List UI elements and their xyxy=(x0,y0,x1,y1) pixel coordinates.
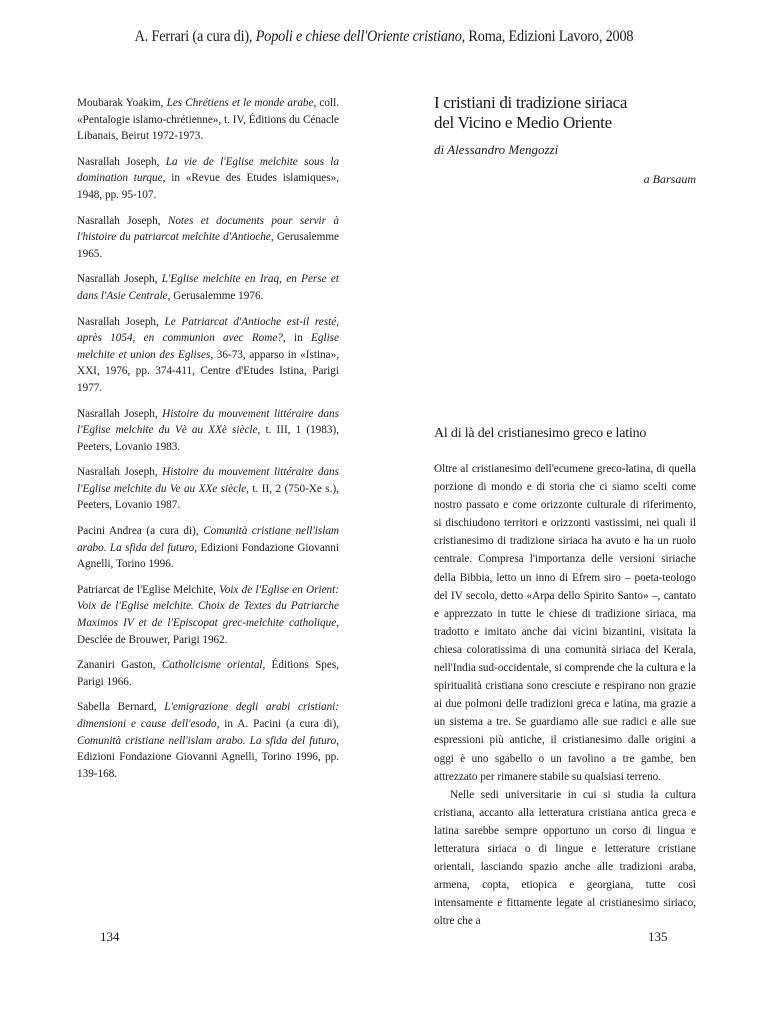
header-publisher: , Roma, Edizioni Lavoro, 2008 xyxy=(461,28,634,45)
chapter-dedication: a Barsaum xyxy=(643,172,696,186)
chapter-opening xyxy=(434,93,696,187)
reference-item: Pacini Andrea (a cura di), Comunità cristiane nell'islam arabo. La sfida del futuro, Edizioni Fondazione Giovanni Agnelli, Torino 1996. xyxy=(77,525,340,571)
reference-item: Nasrallah Joseph, Histoire du mouvement littéraire dans l'Eglise melchite du Ve au XXe siècle, t. II, 2 (750-Xe s.), Peeters, Lovanio 1987. xyxy=(77,466,339,512)
bibliography-column xyxy=(77,95,339,791)
reference-item: Zananiri Gaston, Catholicisme oriental, Éditions Spes, Parigi 1966. xyxy=(77,659,339,688)
chapter-title-line2: del Vicino e Medio Oriente xyxy=(434,113,612,132)
chapter-title xyxy=(434,93,696,133)
reference-item: Nasrallah Joseph, Histoire du mouvement littéraire dans l'Eglise melchite du Vè au XXè siècle, t. III, 1 (1983), Peeters, Lovanio 1983. xyxy=(77,407,339,453)
reference-item: Nasrallah Joseph, La vie de l'Eglise melchite sous la domination turque, in «Revue des Etudes islamiques», 1948, pp. 95-107. xyxy=(77,155,339,201)
reference-item: Moubarak Yoakim, Les Chrétiens et le monde arabe, coll. «Pentalogie islamo-chrétienne», t. IV, Éditions du Cénacle Libanais, Beirut 1972-1973. xyxy=(77,97,339,143)
reference-item: Patriarcat de l'Eglise Melchite, Voix de l'Eglise en Orient: Voix de l'Eglise melchite. Choix de Textes du Patriarche Maximos IV et de l'Episcopat grec-melchite catholique, Desclée de Brouwer, Parigi 1962. xyxy=(77,583,339,646)
reference-item: Nasrallah Joseph, L'Eglise melchite en Iraq, en Perse et dans l'Asie Centrale, Gerusalemme 1976. xyxy=(77,273,340,302)
running-header xyxy=(31,28,738,46)
chapter-title-line1: I cristiani di tradizione siriaca xyxy=(434,93,628,112)
page-number-right: 135 xyxy=(648,929,668,944)
reference-item: Sabella Bernard, L'emigrazione degli arabi cristiani: dimensioni e cause dell'esodo, in A. Pacini (a cura di), Comunità cristiane nell'islam arabo. La sfida del futuro, Edizioni Fondazione Giovanni Agnelli, Torino 1996, pp. 139-168. xyxy=(77,701,339,780)
section-heading: Al di là del cristianesimo greco e latino xyxy=(434,426,647,441)
page-number-left: 134 xyxy=(100,929,120,944)
header-editor: A. Ferrari (a cura di), xyxy=(134,28,253,45)
reference-item: Nasrallah Joseph, Le Patriarcat d'Antioche est-il resté, après 1054, en communion avec Rome?, in Eglise melchite et union des Eglises, 36-73, apparso in «Istina», XXI, 1976, pp. 374-411, Centre d'Etudes Istina, Parigi 1977. xyxy=(77,315,339,394)
body-paragraph: Oltre al cristianesimo dell'ecumene greco-latina, di quella porzione di mondo e di storia che ci siamo scelti come nostro passato e come orizzonte culturale di riferimento, si dischiudono territori e orizzonti vastissimi, nei quali il cristianesimo di tradizione siriaca ha avuto e ha un ruolo centrale. Compresa l'importanza delle versioni siriache della Bibbia, letto un inno di Efrem siro – poeta-teologo del IV secolo, detto «Arpa dello Spirito Santo» –, cantato e apprezzato in tutte le chiese di tradizione siriaca, ma tradotto e imitato anche dai vicini bizantini, visitata la chiesa coloratissima di una comunità siriaca del Kerala, nell'India sud-occidentale, si comprende che la cultura e la spiritualità cristiana sono cresciute e respirano non grazie ai due polmoni delle tradizioni greca e latina, ma grazie a un sistema a tre. Se guardiamo alle sue radici e alle sue espressioni più antiche, il cristianesimo dalle origini a oggi è uno sgabello o un tavolino a tre gambe, ben attrezzato per rimanere stabile su qualsiasi terreno. xyxy=(434,463,697,783)
body-text xyxy=(434,460,696,930)
chapter-author: di Alessandro Mengozzi xyxy=(434,142,559,157)
reference-item: Nasrallah Joseph, Notes et documents pour servir à l'histoire du patriarcat melchite d'Antioche, Gerusalemme 1965. xyxy=(77,214,339,260)
body-paragraph: Nelle sedi universitarie in cui si studia la cultura cristiana, accanto alla letteratura cristiana antica greca e latina sarebbe sempre opportuno un corso di lingua e letteratura siriaca o di lingue e letterature cristiane orientali, lasciando spazio anche alle tradizioni araba, armena, copta, etiopica e georgiana, tutte così intensamente e fittamente legate al cristianesimo siriaco, oltre che a xyxy=(434,788,696,928)
header-book-title: Popoli e chiese dell'Oriente cristiano xyxy=(255,28,462,45)
